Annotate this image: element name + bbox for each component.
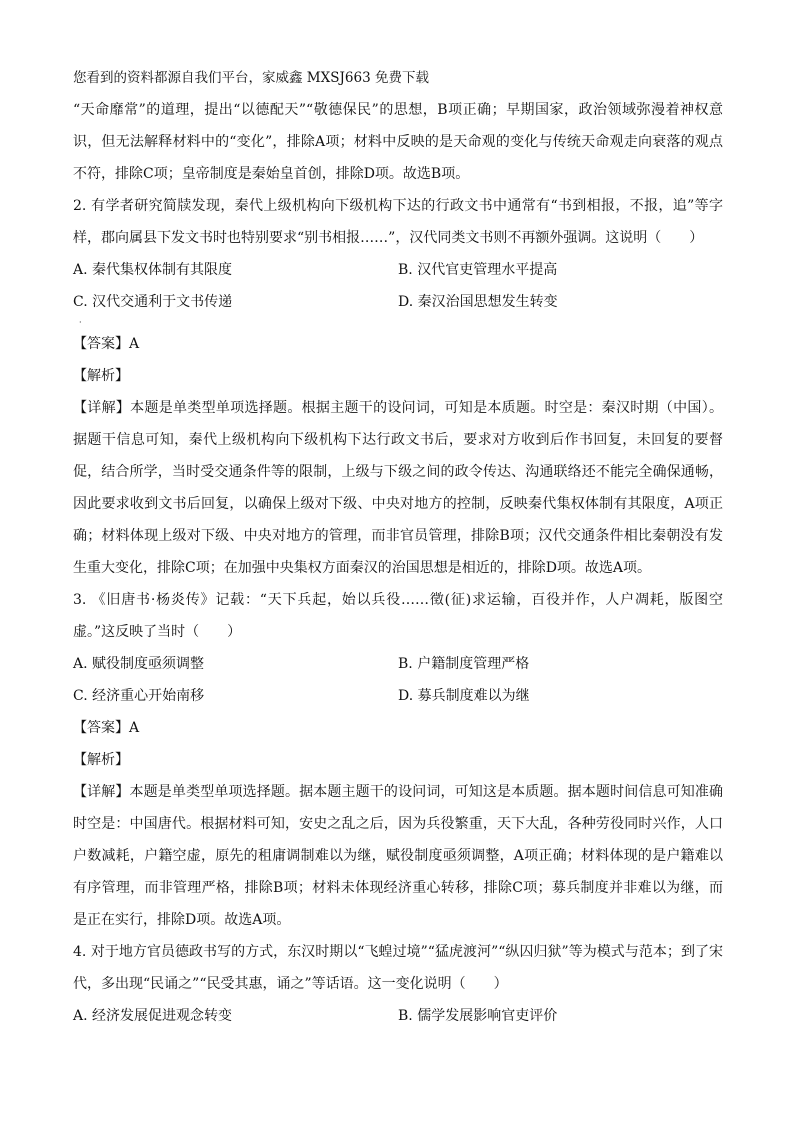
q2-detail: 【详解】本题是单类型单项选择题。根据主题干的设问词，可知是本质题。时空是：秦汉时期（中国）。据题干信息可知，秦代上级机构向下级机构下达行政文书后，要求对方收到后作书回复，未回复的要督促，结合所学，当时受交通条件等的限制，上级与下级之间的政令传达、沟通联络还不能完全确保通畅，因此要求收到文书后回复，以确保上级对下级、中央对地方的控制，反映秦代集权体制有其限度，A项正确；材料体现上级对下级、中央对地方的管理，而非官员管理，排除B项；汉代交通条件相比秦朝没有发生重大变化，排除C项；在加强中央集权方面秦汉的治国思想是相近的，排除D项。故选A项。 — [73, 400, 723, 576]
q4-options — [73, 1000, 723, 1032]
q4-option-a: A. 经济发展促进观念转变 — [73, 1008, 233, 1024]
q3-option-b: B. 户籍制度管理严格 — [398, 656, 530, 672]
q3-option-c: C. 经济重心开始南移 — [73, 688, 205, 704]
q3-option-a: A. 赋役制度亟须调整 — [73, 656, 205, 672]
q3-answer: 【答案】A — [73, 720, 140, 736]
q2-answer: 【答案】A — [73, 336, 140, 352]
q2-options — [73, 254, 723, 318]
q2-option-c: C. 汉代交通利于文书传递 — [73, 294, 233, 310]
q2-option-d: D. 秦汉治国思想发生转变 — [398, 294, 558, 310]
q3-options — [73, 648, 723, 712]
q2-option-a: A. 秦代集权体制有其限度 — [73, 262, 233, 278]
q3-analysis-label: 【解析】 — [73, 752, 129, 768]
q3-option-d: D. 募兵制度难以为继 — [398, 688, 530, 704]
q2-option-b: B. 汉代官吏管理水平提高 — [398, 262, 558, 278]
q4-stem: 4. 对于地方官员德政书写的方式，东汉时期以“飞蝗过境”“猛虎渡河”“纵囚归狱”等为模式与范本；到了宋代，多出现“民诵之”“民受其惠，诵之”等话语。这一变化说明（ ） — [73, 944, 723, 992]
stray-dot: · — [79, 318, 82, 327]
q2-analysis-label: 【解析】 — [73, 368, 129, 384]
q1-analysis-tail: “天命靡常”的道理，提出“以德配天”“敬德保民”的思想，B项正确；早期国家，政治领域弥漫着神权意识，但无法解释材料中的“变化”，排除A项；材料中反映的是天命观的变化与传统天命观走向衰落的观点不符，排除C项；皇帝制度是秦始皇首创，排除D项。故选B项。 — [73, 102, 723, 182]
q3-stem: 3. 《旧唐书·杨炎传》记载：“天下兵起，始以兵役……徵(征)求运输，百役并作，人户凋耗，版图空虚。”这反映了当时（ ） — [73, 592, 723, 640]
page-content — [73, 62, 723, 1032]
q3-detail: 【详解】本题是单类型单项选择题。据本题主题干的设问词，可知这是本质题。据本题时间信息可知准确时空是：中国唐代。根据材料可知，安史之乱之后，因为兵役繁重，天下大乱，各种劳役同时兴作，人口户数减耗，户籍空虚，原先的租庸调制难以为继，赋役制度亟须调整，A项正确；材料体现的是户籍难以有序管理，而非管理严格，排除B项；材料未体现经济重心转移，排除C项；募兵制度并非难以为继，而是正在实行，排除D项。故选A项。 — [73, 784, 723, 928]
q2-stem: 2. 有学者研究简牍发现，秦代上级机构向下级机构下达的行政文书中通常有“书到相报，不报，追”等字样，郡向属县下发文书时也特别要求“别书相报……”，汉代同类文书则不再额外强调。这说明（ ） — [73, 198, 723, 246]
q4-option-b: B. 儒学发展影响官吏评价 — [398, 1008, 558, 1024]
watermark-text: 您看到的资料都源自我们平台，家威鑫 MXSJ663 免费下载 — [73, 70, 429, 86]
